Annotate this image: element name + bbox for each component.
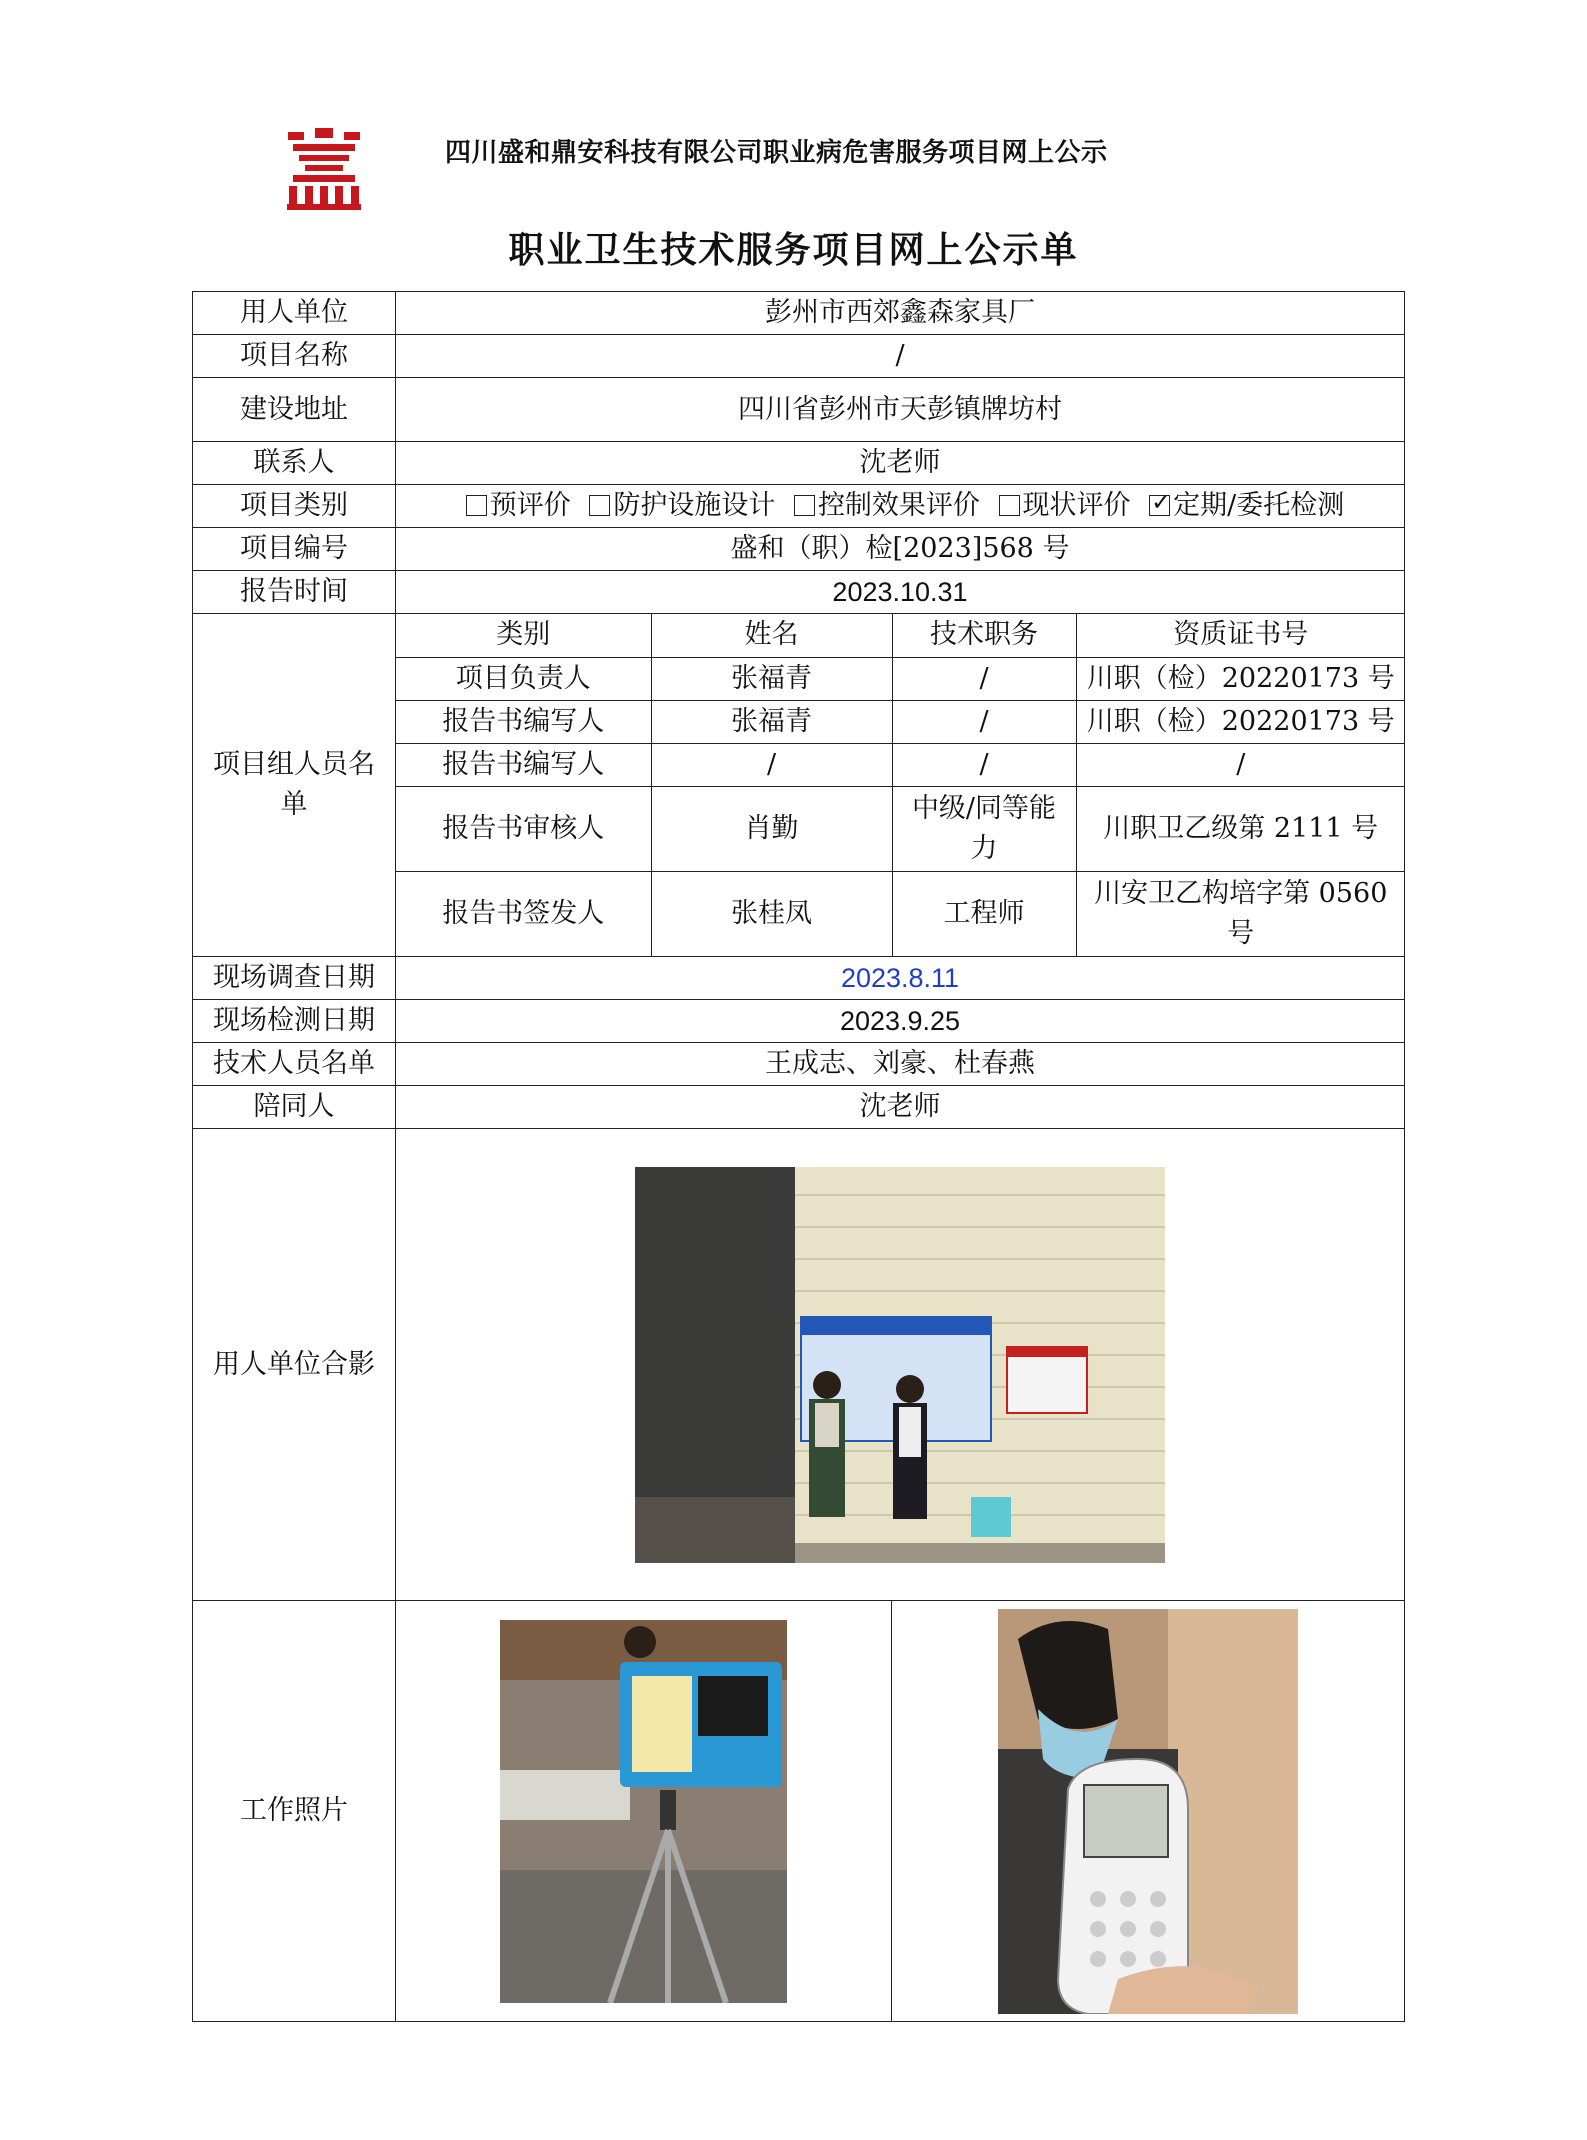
team-certificate: 川职（检）20220173 号 <box>1076 700 1405 743</box>
team-role: 项目负责人 <box>396 657 651 700</box>
team-certificate: 川职（检）20220173 号 <box>1076 657 1405 700</box>
category-options <box>396 485 1405 528</box>
group-photo-label: 用人单位合影 <box>193 1129 396 1601</box>
team-table <box>396 614 1405 956</box>
table-row <box>396 657 1405 700</box>
project-name-label: 项目名称 <box>193 335 396 378</box>
report-time-value: 2023.10.31 <box>396 571 1405 614</box>
checked-checkbox-icon <box>1149 495 1170 516</box>
employer-label: 用人单位 <box>193 292 396 335</box>
team-title: 工程师 <box>892 871 1076 956</box>
team-certificate: 川安卫乙构培字第 0560 号 <box>1076 871 1405 956</box>
group-photo <box>635 1167 1165 1563</box>
work-photo-cell-1 <box>396 1601 892 2022</box>
team-cell <box>396 614 1405 957</box>
category-option-control-effect[interactable]: 控制效果评价 <box>784 490 980 521</box>
project-no-value: 盛和（职）检[2023]568 号 <box>396 528 1405 571</box>
test-date-value: 2023.9.25 <box>396 1000 1405 1043</box>
escort-label: 陪同人 <box>193 1086 396 1129</box>
group-photo-cell <box>396 1129 1405 1601</box>
team-name: / <box>651 743 892 786</box>
report-time-label: 报告时间 <box>193 571 396 614</box>
address-label: 建设地址 <box>193 378 396 442</box>
team-role: 报告书编写人 <box>396 743 651 786</box>
page-header <box>285 118 1345 213</box>
table-row <box>396 700 1405 743</box>
technicians-value: 王成志、刘豪、杜春燕 <box>396 1043 1405 1086</box>
team-header-name: 姓名 <box>651 614 892 657</box>
employer-value: 彭州市西郊鑫森家具厂 <box>396 292 1405 335</box>
company-header-title: 四川盛和鼎安科技有限公司职业病危害服务项目网上公示 <box>445 138 1108 168</box>
team-role: 报告书审核人 <box>396 786 651 871</box>
team-role: 报告书签发人 <box>396 871 651 956</box>
team-label: 项目组人员名单 <box>193 614 396 957</box>
category-option-status-evaluation[interactable]: 现状评价 <box>989 490 1131 521</box>
team-title: / <box>892 700 1076 743</box>
team-title: 中级/同等能力 <box>892 786 1076 871</box>
dust-sampler-photo <box>500 1620 787 2003</box>
project-name-value: / <box>396 335 1405 378</box>
team-header-category: 类别 <box>396 614 651 657</box>
work-photo-cell-2 <box>892 1601 1405 2022</box>
team-role: 报告书编写人 <box>396 700 651 743</box>
team-header-certificate: 资质证书号 <box>1076 614 1405 657</box>
team-certificate: 川职卫乙级第 2111 号 <box>1076 786 1405 871</box>
team-title: / <box>892 743 1076 786</box>
team-name: 张桂凤 <box>651 871 892 956</box>
document-title: 职业卫生技术服务项目网上公示单 <box>508 229 1079 271</box>
notice-table <box>192 291 1405 2022</box>
technicians-label: 技术人员名单 <box>193 1043 396 1086</box>
team-header-title: 技术职务 <box>892 614 1076 657</box>
address-value: 四川省彭州市天彭镇牌坊村 <box>396 378 1405 442</box>
table-row <box>396 743 1405 786</box>
category-option-protection-design[interactable]: 防护设施设计 <box>579 490 775 521</box>
team-name: 肖勤 <box>651 786 892 871</box>
survey-date-value: 2023.8.11 <box>396 957 1405 1000</box>
category-option-pre-evaluation[interactable]: 预评价 <box>456 490 571 521</box>
checkbox-icon <box>999 495 1020 516</box>
checkbox-icon <box>589 495 610 516</box>
team-name: 张福青 <box>651 700 892 743</box>
project-no-label: 项目编号 <box>193 528 396 571</box>
checkbox-icon <box>466 495 487 516</box>
table-row <box>396 786 1405 871</box>
company-seal-logo <box>285 128 363 210</box>
work-photo-label: 工作照片 <box>193 1601 396 2022</box>
table-row <box>396 871 1405 956</box>
team-title: / <box>892 657 1076 700</box>
escort-value: 沈老师 <box>396 1086 1405 1129</box>
survey-date-label: 现场调查日期 <box>193 957 396 1000</box>
team-name: 张福青 <box>651 657 892 700</box>
category-label: 项目类别 <box>193 485 396 528</box>
contact-label: 联系人 <box>193 442 396 485</box>
category-option-periodic-testing[interactable]: ✓ 定期/委托检测 <box>1139 490 1344 521</box>
checkbox-icon <box>794 495 815 516</box>
test-date-label: 现场检测日期 <box>193 1000 396 1043</box>
noise-meter-photo <box>998 1609 1298 2014</box>
contact-value: 沈老师 <box>396 442 1405 485</box>
team-certificate: / <box>1076 743 1405 786</box>
